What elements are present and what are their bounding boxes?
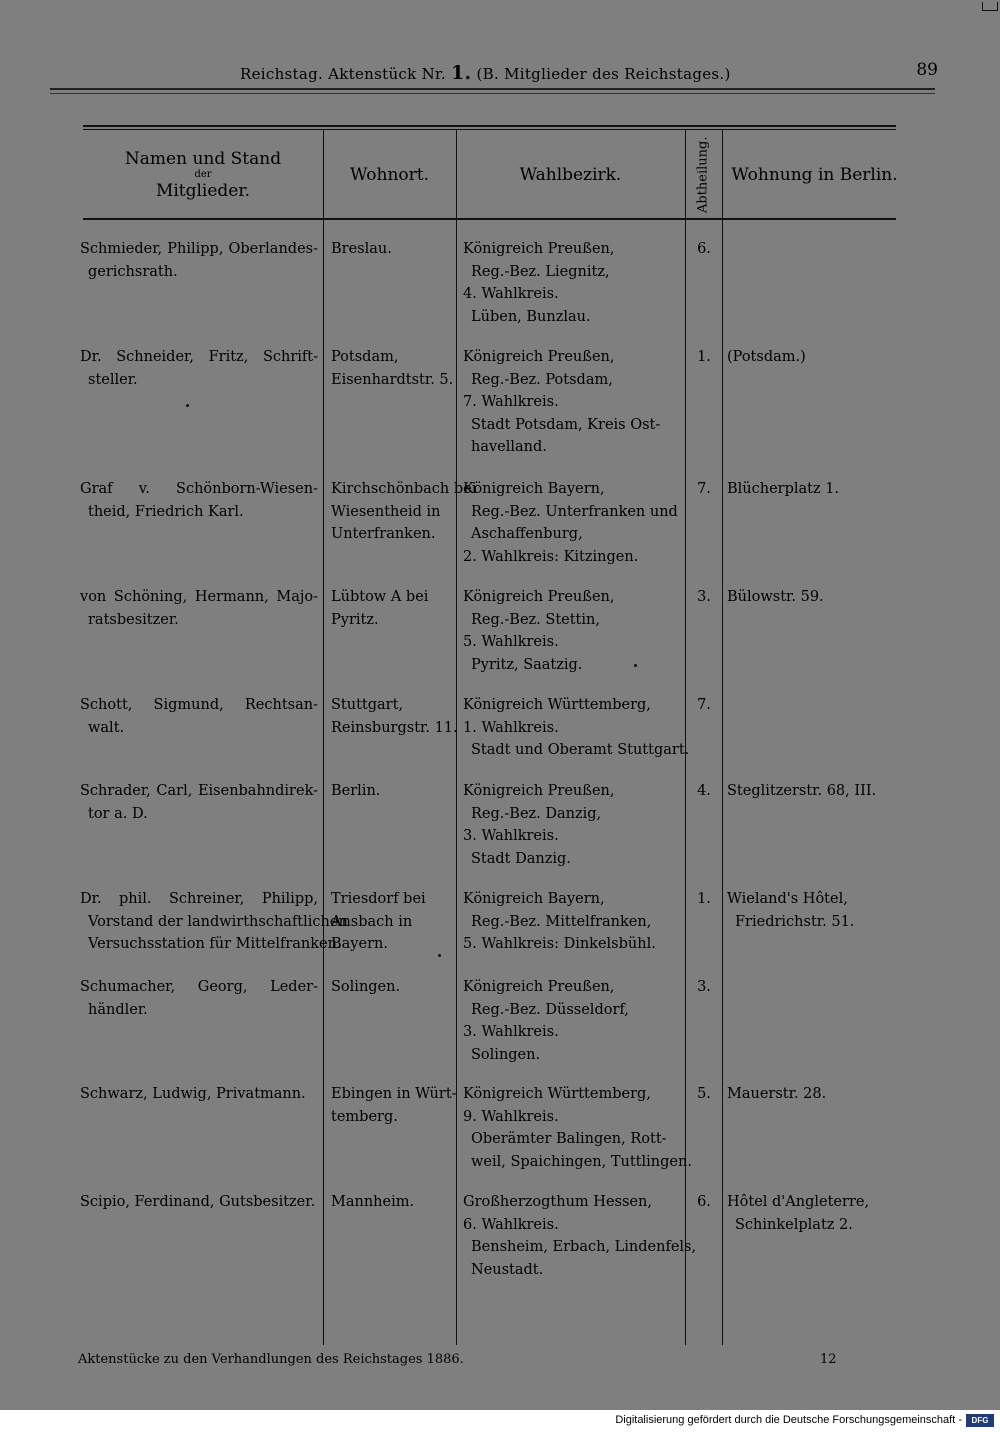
member-wahlbezirk: [463, 1083, 692, 1173]
member-wahlbezirk-line: Königreich Preußen,: [463, 589, 615, 605]
scan-speck: [186, 404, 189, 407]
header-rule-thin: [50, 93, 935, 94]
member-wahlbezirk-line: 1. Wahlkreis.: [463, 719, 559, 736]
member-wahlbezirk: [463, 780, 683, 870]
column-header-abtheilung-label: Abtheilung.: [695, 136, 711, 214]
member-wahlbezirk-line: Aschaffenburg,: [471, 526, 583, 542]
member-name: [80, 780, 318, 825]
member-wohnort: [331, 346, 455, 391]
scan-speck: [634, 664, 637, 667]
page-number: 89: [916, 60, 938, 80]
header-title: [240, 62, 731, 84]
member-name-line: Schrader, Carl, Eisenbahndirek-: [80, 783, 318, 799]
member-abtheilung: 3.: [697, 589, 711, 605]
member-name: [80, 1083, 318, 1106]
member-wahlbezirk: [463, 586, 683, 676]
member-wahlbezirk-line: Reg.-Bez. Stettin,: [471, 611, 600, 628]
member-wahlbezirk-line: 7. Wahlkreis.: [463, 394, 559, 410]
member-wohnung: [727, 888, 897, 933]
member-name-line: theid, Friedrich Karl.: [88, 503, 244, 520]
dfg-logo: DFG: [966, 1414, 994, 1427]
member-wahlbezirk-line: Neustadt.: [471, 1261, 544, 1278]
digitization-credit: Digitalisierung gefördert durch die Deutsche Forschungsgemeinschaft -: [615, 1414, 962, 1426]
member-name: [80, 346, 318, 391]
member-wohnort: [331, 780, 455, 803]
member-name-line: Versuchsstation für Mittelfranken.: [88, 936, 342, 952]
member-name: [80, 478, 318, 523]
member-wahlbezirk: [463, 1191, 697, 1281]
member-wohnort-line: Lübtow A bei: [331, 589, 429, 605]
member-wahlbezirk-line: Reg.-Bez. Potsdam,: [471, 371, 613, 388]
member-name-line: Schott, Sigmund, Rechtsan-: [80, 697, 318, 713]
member-wohnung-line: Friedrichstr. 51.: [735, 913, 855, 930]
member-wohnung: [727, 586, 897, 609]
member-wohnung-line: Blücherplatz 1.: [727, 481, 840, 497]
member-wohnort-line: temberg.: [331, 1108, 398, 1125]
member-name-line: Dr. Schneider, Fritz, Schrift-: [80, 349, 318, 365]
column-divider: [456, 130, 457, 1345]
member-wohnort-line: Breslau.: [331, 241, 392, 257]
member-wahlbezirk: [463, 888, 683, 956]
member-wohnort-line: Kirchschönbach bei: [331, 481, 477, 497]
column-header-name-line3: Mitglieder.: [155, 181, 251, 201]
member-name-line: Schmieder, Philipp, Oberlandes-: [80, 241, 318, 257]
column-divider: [722, 130, 723, 1345]
member-wahlbezirk: [463, 346, 683, 459]
member-wohnung-line: Mauerstr. 28.: [727, 1086, 827, 1102]
member-wahlbezirk-line: Pyritz, Saatzig.: [471, 656, 583, 673]
member-wohnort-line: Stuttgart,: [331, 697, 404, 713]
member-wahlbezirk-line: Lüben, Bunzlau.: [471, 308, 591, 325]
member-wahlbezirk-line: Königreich Preußen,: [463, 783, 615, 799]
member-abtheilung: 7.: [697, 481, 711, 497]
member-wohnort-line: Eisenhardtstr. 5.: [331, 371, 454, 388]
member-name-line: Vorstand der landwirthschaftlichen: [88, 913, 348, 930]
member-wahlbezirk-line: 5. Wahlkreis.: [463, 634, 559, 650]
member-name: [80, 586, 318, 631]
member-wahlbezirk: [463, 694, 690, 762]
footer-sheet-number: 12: [820, 1352, 837, 1367]
member-wahlbezirk-line: Königreich Württemberg,: [463, 1086, 651, 1102]
member-abtheilung: 7.: [697, 697, 711, 713]
member-wahlbezirk-line: Königreich Bayern,: [463, 891, 605, 907]
member-wohnung: [727, 478, 897, 501]
member-wahlbezirk-line: Großherzogthum Hessen,: [463, 1194, 652, 1210]
member-wohnung: [727, 1191, 897, 1236]
member-wohnort: [331, 888, 455, 956]
member-wohnort: [331, 478, 477, 546]
member-name-line: Dr. phil. Schreiner, Philipp,: [80, 891, 318, 907]
member-name-line: von Schöning, Hermann, Majo-: [80, 589, 318, 605]
column-header-name-line2: der: [194, 169, 212, 180]
member-name: [80, 238, 318, 283]
member-wohnort-line: Ansbach in: [331, 913, 413, 930]
column-header-name: [83, 132, 323, 218]
running-header: [50, 58, 940, 86]
member-abtheilung: 6.: [697, 1194, 711, 1210]
member-wahlbezirk: [463, 976, 683, 1066]
member-wahlbezirk-line: 4. Wahlkreis.: [463, 286, 559, 302]
column-header-wohnort-label: Wohnort.: [349, 164, 430, 185]
member-wohnort: [331, 1083, 455, 1128]
member-wohnort: [331, 694, 458, 739]
member-wohnort-line: Solingen.: [331, 979, 401, 995]
member-name: [80, 888, 348, 956]
column-header-wahlbezirk: [456, 132, 685, 218]
member-wahlbezirk-line: havelland.: [471, 439, 547, 455]
scan-speck: [438, 954, 441, 957]
footer-source: Aktenstücke zu den Verhandlungen des Reichstages 1886.: [78, 1352, 464, 1367]
table-top-rule-thin: [83, 129, 896, 130]
member-wahlbezirk-line: Königreich Preußen,: [463, 349, 615, 365]
member-wahlbezirk: [463, 478, 683, 568]
member-wohnung: [727, 780, 897, 803]
member-wohnort-line: Ebingen in Würt-: [331, 1086, 457, 1102]
member-wohnort-line: Wiesentheid in: [331, 503, 441, 520]
table-top-rule: [83, 125, 896, 127]
member-wohnort-line: Pyritz.: [331, 611, 379, 628]
member-name-line: gerichsrath.: [88, 263, 178, 280]
header-title-number: 1.: [450, 62, 472, 84]
member-name-line: walt.: [88, 719, 125, 736]
member-name-line: Schwarz, Ludwig, Privatmann.: [80, 1086, 306, 1102]
member-wahlbezirk-line: 9. Wahlkreis.: [463, 1108, 559, 1125]
column-divider: [323, 130, 324, 1345]
member-wohnort-line: Mannheim.: [331, 1194, 415, 1210]
member-wahlbezirk-line: Reg.-Bez. Danzig,: [471, 805, 602, 822]
member-name-line: Schumacher, Georg, Leder-: [80, 979, 318, 995]
member-abtheilung: 3.: [697, 979, 711, 995]
member-wahlbezirk-line: 6. Wahlkreis.: [463, 1216, 559, 1233]
member-abtheilung: 1.: [697, 349, 711, 365]
member-wohnung-line: Hôtel d'Angleterre,: [727, 1194, 870, 1210]
column-header-wohnung-label: Wohnung in Berlin.: [731, 164, 898, 185]
member-abtheilung: 6.: [697, 241, 711, 257]
member-abtheilung: 5.: [697, 1086, 711, 1102]
member-wohnort-line: Unterfranken.: [331, 526, 436, 542]
member-wahlbezirk-line: 2. Wahlkreis: Kitzingen.: [463, 548, 639, 565]
member-wohnung-line: Wieland's Hôtel,: [727, 891, 848, 907]
member-wohnort-line: Reinsburgstr. 11.: [331, 719, 458, 736]
member-wohnung: [727, 346, 897, 369]
member-name-line: steller.: [88, 371, 138, 388]
member-wahlbezirk-line: 3. Wahlkreis.: [463, 828, 559, 844]
member-wohnort-line: Potsdam,: [331, 349, 399, 365]
member-wohnung-line: Schinkelplatz 2.: [735, 1216, 853, 1233]
member-wahlbezirk: [463, 238, 683, 328]
member-wahlbezirk-line: Stadt Danzig.: [471, 850, 571, 867]
member-wahlbezirk-line: weil, Spaichingen, Tuttlingen.: [471, 1153, 692, 1170]
member-wahlbezirk-line: 3. Wahlkreis.: [463, 1024, 559, 1040]
member-wahlbezirk-line: Königreich Preußen,: [463, 979, 615, 995]
digitization-strip: [0, 1410, 1000, 1432]
member-wahlbezirk-line: Königreich Württemberg,: [463, 697, 651, 713]
member-name: [80, 694, 318, 739]
member-wahlbezirk-line: Stadt Potsdam, Kreis Ost-: [471, 416, 661, 433]
column-header-name-line1: Namen und Stand: [124, 148, 282, 169]
column-header-wohnung: [722, 132, 907, 218]
member-wahlbezirk-line: Reg.-Bez. Mittelfranken,: [471, 913, 652, 930]
header-rule: [50, 88, 935, 90]
member-wahlbezirk-line: Bensheim, Erbach, Lindenfels,: [471, 1239, 697, 1255]
header-title-post: (B. Mitglieder des Reichstages.): [476, 65, 731, 83]
member-wahlbezirk-line: Königreich Preußen,: [463, 241, 615, 257]
member-name-line: händler.: [88, 1001, 148, 1018]
member-wohnort-line: Triesdorf bei: [331, 891, 426, 907]
member-wahlbezirk-line: Reg.-Bez. Düsseldorf,: [471, 1001, 629, 1018]
member-wohnung-line: (Potsdam.): [727, 349, 806, 365]
member-wahlbezirk-line: Oberämter Balingen, Rott-: [471, 1131, 667, 1147]
member-wahlbezirk-line: Stadt und Oberamt Stuttgart.: [471, 742, 690, 758]
column-header-wahlbezirk-label: Wahlbezirk.: [519, 164, 622, 185]
member-wohnung-line: Steglitzerstr. 68, III.: [727, 783, 877, 799]
member-wohnort: [331, 1191, 455, 1214]
member-name-line: Graf v. Schönborn-Wiesen-: [80, 481, 318, 497]
member-name-line: tor a. D.: [88, 805, 148, 822]
member-wohnort-line: Bayern.: [331, 936, 388, 952]
member-wohnort: [331, 586, 455, 631]
member-wahlbezirk-line: Solingen.: [471, 1046, 541, 1063]
member-name: [80, 976, 318, 1021]
member-abtheilung: 4.: [697, 783, 711, 799]
member-name: [80, 1191, 318, 1214]
column-header-abtheilung: [685, 132, 722, 218]
member-wahlbezirk-line: Königreich Bayern,: [463, 481, 605, 497]
member-abtheilung: 1.: [697, 891, 711, 907]
member-wohnort: [331, 976, 455, 999]
table-header-rule: [83, 218, 896, 220]
scan-corner-mark: [982, 2, 998, 11]
member-wohnung: [727, 1083, 897, 1106]
member-wohnort: [331, 238, 455, 261]
member-wahlbezirk-line: Reg.-Bez. Unterfranken und: [471, 503, 678, 520]
member-wohnort-line: Berlin.: [331, 783, 381, 799]
member-wahlbezirk-line: 5. Wahlkreis: Dinkelsbühl.: [463, 936, 656, 952]
header-title-pre: Reichstag. Aktenstück Nr.: [240, 65, 446, 83]
member-wohnung-line: Bülowstr. 59.: [727, 589, 824, 605]
member-wahlbezirk-line: Reg.-Bez. Liegnitz,: [471, 263, 610, 280]
member-name-line: ratsbesitzer.: [88, 611, 179, 628]
column-header-wohnort: [323, 132, 456, 218]
member-name-line: Scipio, Ferdinand, Gutsbesitzer.: [80, 1194, 316, 1210]
